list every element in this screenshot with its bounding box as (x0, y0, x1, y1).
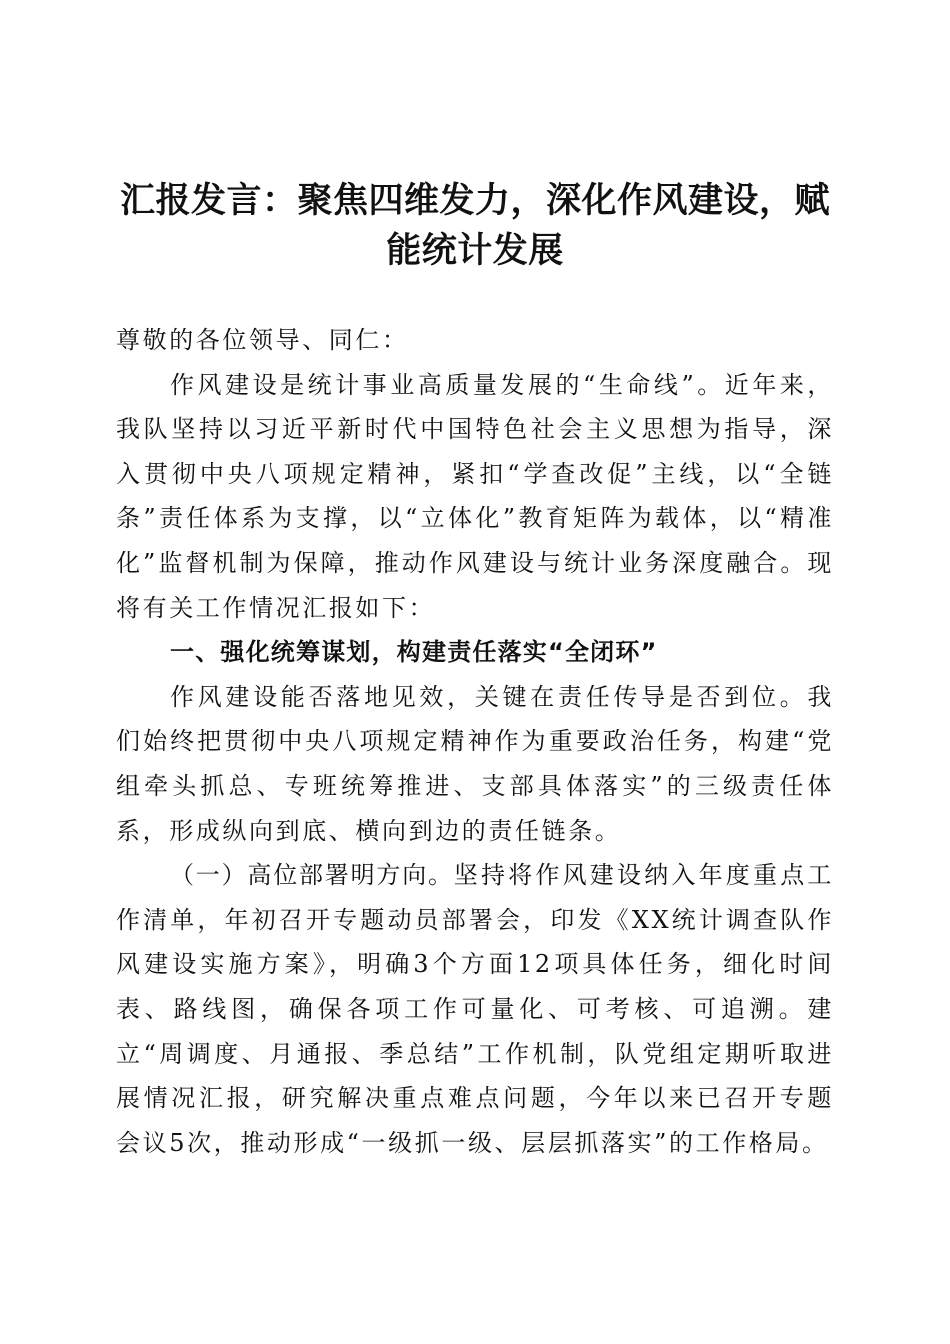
document-body (116, 318, 834, 1165)
salutation: 尊敬的各位领导、同仁： (116, 326, 409, 354)
subsection-1-lead: （一）高位部署明方向。 (170, 861, 454, 890)
intro-paragraph: 作风建设是统计事业高质量发展的“生命线”。近年来，我队坚持以习近平新时代中国特色社会主义思想为指导，深入贯彻中央八项规定精神，紧扣“学查改促”主线，以“全链条”责任体系为支撑，以“立体化”教育矩阵为载体，以“精准化”监督机制为保障，推动作风建设与统计业务深度融合。现将有关工作情况汇报如下： (116, 370, 834, 622)
section-heading-1: 一、强化统筹谋划，构建责任落实“全闭环” (170, 638, 658, 667)
section-1-paragraph: 作风建设能否落地见效，关键在责任传导是否到位。我们始终把贯彻中央八项规定精神作为重要政治任务，构建“党组牵头抓总、专班统筹推进、支部具体落实”的三级责任体系，形成纵向到底、横向到边的责任链条。 (116, 682, 834, 845)
subsection-1-text: 坚持将作风建设纳入年度重点工作清单，年初召开专题动员部署会，印发《XX统计调查队作风建设实施方案》，明确3个方面12项具体任务，细化时间表、路线图，确保各项工作可量化、可考核、可追溯。建立“周调度、月通报、季总结”工作机制，队党组定期听取进展情况汇报，研究解决重点难点问题，今年以来已召开专题会议5次，推动形成“一级抓一级、层层抓落实”的工作格局。 (116, 861, 834, 1157)
subsection-1-paragraph (116, 853, 834, 1165)
document-title: 汇报发言：聚焦四维发力，深化作风建设，赋能统计发展 (119, 181, 830, 271)
